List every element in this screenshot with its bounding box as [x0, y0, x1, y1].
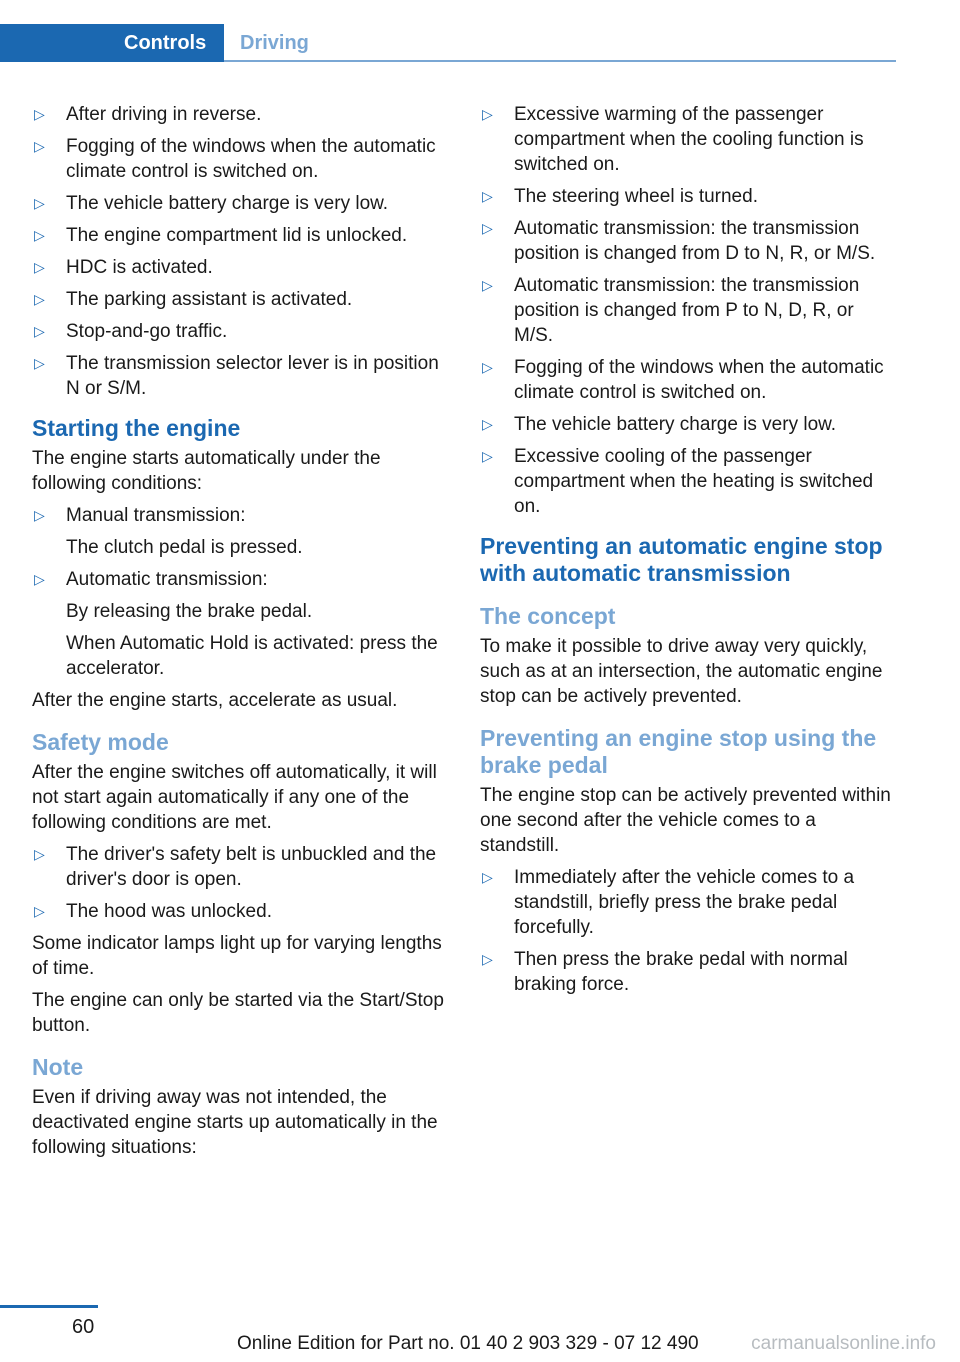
list-item: ▷ Excessive warming of the passenger compartment when the cooling function is switched on. [482, 104, 864, 175]
triangle-bullet-icon: ▷ [34, 571, 45, 587]
automatic-subtext-2: When Automatic Hold is activated: press the accelerator. [66, 633, 438, 679]
safety-list [32, 842, 450, 924]
list-item: ▷ The vehicle battery charge is very low. [482, 414, 837, 435]
list-item: ▷ After driving in reverse. [34, 104, 262, 125]
automatic-subtext-1: By releasing the brake pedal. [66, 601, 313, 622]
list-item: ▷ Automatic transmission: [34, 569, 268, 590]
triangle-bullet-icon: ▷ [482, 277, 493, 293]
situations-list [480, 102, 898, 519]
list-item: ▷ Excessive cooling of the passenger compartment when the heating is switched on. [482, 446, 874, 517]
triangle-bullet-icon: ▷ [482, 416, 493, 432]
list-item: ▷ The vehicle battery charge is very low. [34, 193, 389, 214]
starting-conditions-list [32, 503, 450, 528]
list-item: ▷ Fogging of the windows when the automatic climate control is switched on. [482, 357, 884, 403]
triangle-bullet-icon: ▷ [482, 220, 493, 236]
heading-note: Note [32, 1054, 84, 1080]
safety-paragraph-2: The engine can only be started via the Start/Stop button. [32, 990, 444, 1036]
safety-paragraph-1: Some indicator lamps light up for varying lengths of time. [32, 933, 442, 979]
safety-intro: After the engine switches off automatically, it will not start again automatically if any one of the following conditions are met. [32, 762, 437, 833]
triangle-bullet-icon: ▷ [482, 359, 493, 375]
triangle-bullet-icon: ▷ [34, 323, 45, 339]
list-item: ▷ The steering wheel is turned. [482, 186, 758, 207]
conditions-list [32, 102, 450, 401]
list-item: ▷ Immediately after the vehicle comes to a standstill, briefly press the brake pedal forcefully. [482, 867, 855, 938]
concept-text: To make it possible to drive away very quickly, such as at an intersection, the automatic engine stop can be actively prevented. [480, 636, 883, 707]
triangle-bullet-icon: ▷ [34, 227, 45, 243]
heading-starting-engine: Starting the engine [32, 415, 241, 441]
list-item: ▷ Manual transmission: [34, 505, 246, 526]
list-item: ▷ Automatic transmission: the transmission position is changed from D to N, R, or M/S. [482, 218, 876, 264]
triangle-bullet-icon: ▷ [34, 507, 45, 523]
note-text: Even if driving away was not intended, the deactivated engine starts up automatically in the following situations: [32, 1087, 438, 1158]
list-item: ▷ Stop-and-go traffic. [34, 321, 228, 342]
right-column [480, 102, 898, 1004]
triangle-bullet-icon: ▷ [34, 106, 45, 122]
edition-text: Online Edition for Part no. 01 40 2 903 329 - 07 12 490 [237, 1333, 699, 1354]
triangle-bullet-icon: ▷ [482, 448, 493, 464]
list-item: ▷ Fogging of the windows when the automatic climate control is switched on. [34, 136, 436, 182]
triangle-bullet-icon: ▷ [34, 355, 45, 371]
list-item: ▷ The parking assistant is activated. [34, 289, 353, 310]
list-item: ▷ Automatic transmission: the transmission position is changed from P to N, D, R, or M/S. [482, 275, 860, 346]
footer-divider [0, 1305, 98, 1308]
left-column [32, 102, 450, 1167]
heading-brake-pedal: Preventing an engine stop using the brake pedal [480, 725, 877, 778]
header-divider [224, 60, 896, 62]
triangle-bullet-icon: ▷ [482, 106, 493, 122]
triangle-bullet-icon: ▷ [34, 846, 45, 862]
triangle-bullet-icon: ▷ [34, 903, 45, 919]
list-item: ▷ Then press the brake pedal with normal braking force. [482, 949, 848, 995]
section-tab-controls[interactable]: Controls [0, 24, 224, 62]
watermark: carmanualsonline.info [751, 1333, 936, 1354]
after-start-text: After the engine starts, accelerate as usual. [32, 690, 398, 711]
triangle-bullet-icon: ▷ [34, 291, 45, 307]
triangle-bullet-icon: ▷ [482, 188, 493, 204]
triangle-bullet-icon: ▷ [482, 951, 493, 967]
triangle-bullet-icon: ▷ [34, 259, 45, 275]
brake-steps-list [480, 865, 898, 997]
triangle-bullet-icon: ▷ [34, 138, 45, 154]
triangle-bullet-icon: ▷ [482, 869, 493, 885]
list-item: ▷ The engine compartment lid is unlocked. [34, 225, 408, 246]
starting-conditions-list-2 [32, 567, 450, 592]
brake-text: The engine stop can be actively prevented within one second after the vehicle comes to a standstill. [480, 785, 891, 856]
heading-safety-mode: Safety mode [32, 729, 169, 755]
list-item: ▷ The transmission selector lever is in position N or S/M. [34, 353, 439, 399]
list-item: ▷ The driver's safety belt is unbuckled and the driver's door is open. [34, 844, 437, 890]
list-item: ▷ The hood was unlocked. [34, 901, 272, 922]
page-header [0, 0, 960, 64]
triangle-bullet-icon: ▷ [34, 195, 45, 211]
manual-subtext: The clutch pedal is pressed. [66, 537, 303, 558]
page-number: 60 [72, 1316, 95, 1338]
section-tab-driving[interactable]: Driving [240, 32, 309, 54]
heading-preventing-stop: Preventing an automatic engine stop with automatic transmission [480, 533, 883, 586]
heading-concept: The concept [480, 603, 616, 629]
list-item: ▷ HDC is activated. [34, 257, 213, 278]
starting-intro: The engine starts automatically under the following conditions: [32, 448, 381, 494]
